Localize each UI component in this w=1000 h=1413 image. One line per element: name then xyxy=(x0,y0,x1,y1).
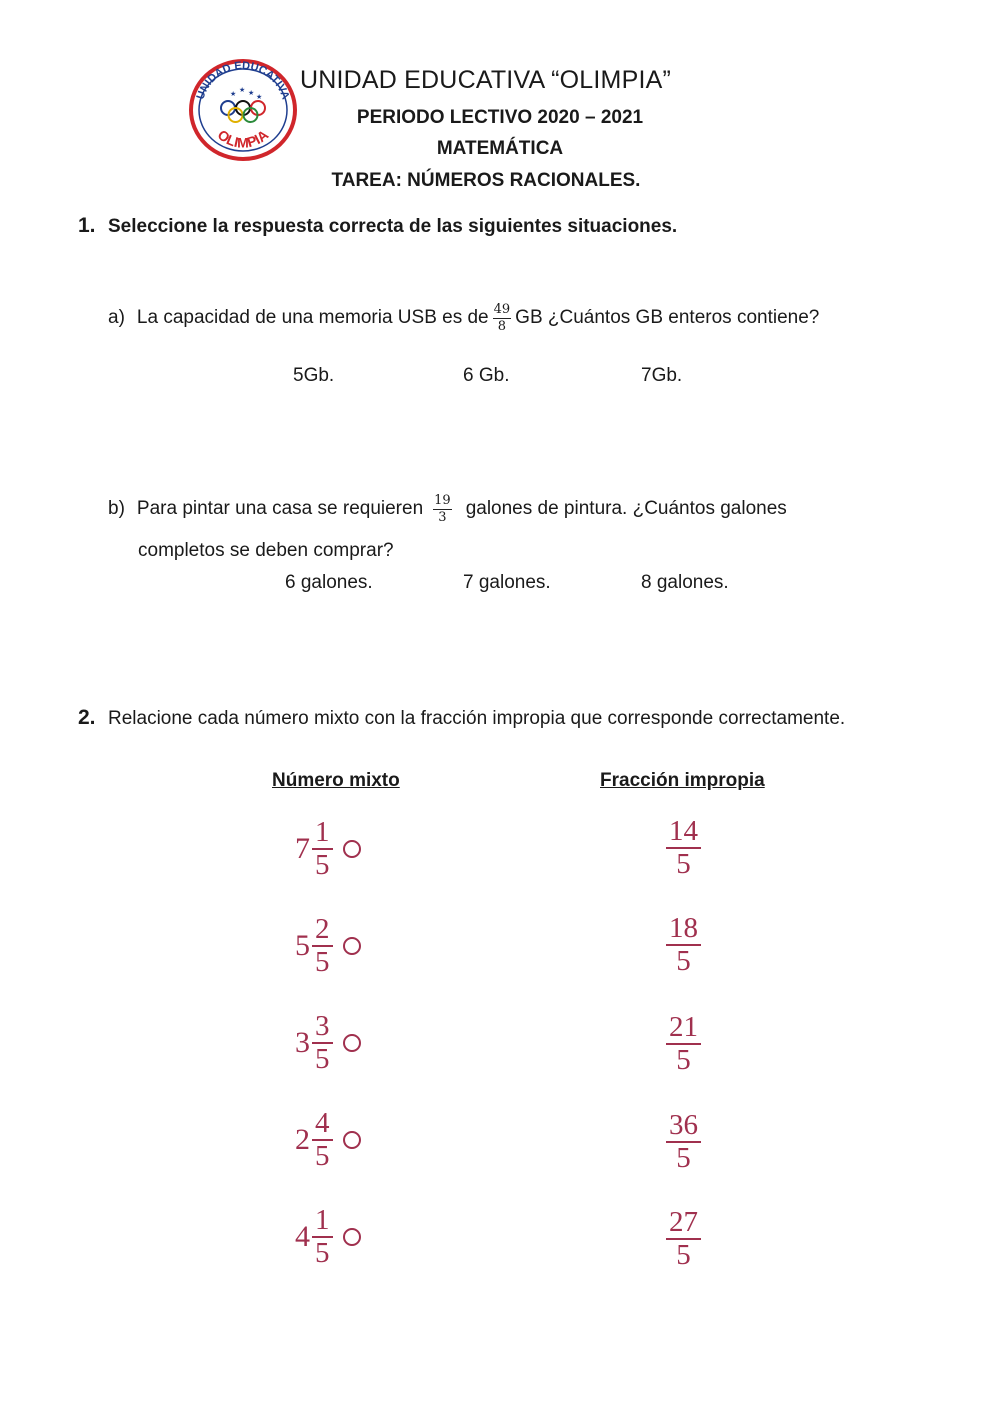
paint-fraction-numerator: 19 xyxy=(434,493,451,508)
logo-bottom-text: OLIMPIA xyxy=(214,126,272,151)
question-1b-line2: completos se deben comprar? xyxy=(138,540,394,561)
column-header-improper: Fracción impropia xyxy=(600,770,765,791)
improper-fraction-2[interactable] xyxy=(666,914,701,976)
option-1a-2[interactable]: 6 Gb. xyxy=(463,365,510,386)
match-radio-4[interactable] xyxy=(343,1131,361,1149)
improper-denominator: 5 xyxy=(676,1142,691,1174)
mixed-number-2 xyxy=(295,915,361,977)
subject-label: MATEMÁTICA xyxy=(436,138,564,159)
paint-fraction-denominator: 3 xyxy=(438,509,447,525)
mixed-number-4 xyxy=(295,1109,361,1171)
option-1a-1[interactable]: 5Gb. xyxy=(293,365,335,386)
match-radio-2[interactable] xyxy=(343,937,361,955)
usb-fraction-denominator: 8 xyxy=(497,318,507,334)
improper-numerator: 21 xyxy=(666,1013,701,1045)
improper-numerator: 27 xyxy=(666,1208,701,1240)
mixed-numerator: 4 xyxy=(312,1109,333,1141)
improper-numerator: 18 xyxy=(666,914,701,946)
option-1b-3[interactable]: 8 galones. xyxy=(641,572,729,593)
mixed-number-1 xyxy=(295,818,361,880)
match-radio-1[interactable] xyxy=(343,840,361,858)
question-1b xyxy=(108,494,787,524)
mixed-number-3 xyxy=(295,1012,361,1074)
mixed-whole: 3 xyxy=(295,1026,310,1059)
mixed-numerator: 2 xyxy=(312,915,333,947)
question-1b-text-after: galones de pintura. ¿Cuántos galones xyxy=(465,498,787,520)
svg-text:★: ★ xyxy=(248,89,255,97)
column-header-mixed: Número mixto xyxy=(272,770,400,791)
school-title: UNIDAD EDUCATIVA “OLIMPIA” xyxy=(300,66,671,94)
question-1a-text: La capacidad de una memoria USB es de xyxy=(136,307,489,329)
svg-text:★: ★ xyxy=(256,93,263,101)
mixed-denominator: 5 xyxy=(315,1237,330,1269)
question-1a xyxy=(108,303,819,333)
paint-fraction xyxy=(433,494,452,524)
question-1b-text: Para pintar una casa se requieren xyxy=(136,498,424,520)
mixed-whole: 4 xyxy=(295,1220,310,1253)
match-radio-3[interactable] xyxy=(343,1034,361,1052)
school-logo xyxy=(188,58,298,162)
improper-denominator: 5 xyxy=(676,945,691,977)
usb-fraction-numerator: 49 xyxy=(493,302,511,317)
improper-fraction-3[interactable] xyxy=(666,1013,701,1075)
improper-denominator: 5 xyxy=(676,848,691,880)
improper-fraction-4[interactable] xyxy=(666,1111,701,1173)
option-1b-2[interactable]: 7 galones. xyxy=(463,572,551,593)
mixed-numerator: 1 xyxy=(312,1206,333,1238)
mixed-denominator: 5 xyxy=(315,849,330,881)
mixed-whole: 5 xyxy=(295,929,310,962)
mixed-whole: 7 xyxy=(295,832,310,865)
mixed-number-5 xyxy=(295,1206,361,1268)
question-1-instruction: Seleccione la respuesta correcta de las siguientes situaciones. xyxy=(108,216,678,237)
improper-numerator: 36 xyxy=(666,1111,701,1143)
mixed-denominator: 5 xyxy=(315,946,330,978)
question-1b-label: b) xyxy=(108,498,125,520)
usb-fraction xyxy=(493,303,512,333)
option-1b-1[interactable]: 6 galones. xyxy=(285,572,373,593)
svg-text:★: ★ xyxy=(239,86,246,94)
improper-denominator: 5 xyxy=(676,1239,691,1271)
improper-denominator: 5 xyxy=(676,1044,691,1076)
improper-fraction-5[interactable] xyxy=(666,1208,701,1270)
improper-fraction-1[interactable] xyxy=(666,817,701,879)
question-1-number: 1. xyxy=(78,214,96,237)
question-2-instruction: Relacione cada número mixto con la fracción impropia que corresponde correctamente. xyxy=(108,708,846,729)
mixed-denominator: 5 xyxy=(315,1043,330,1075)
svg-text:★: ★ xyxy=(230,90,237,98)
match-radio-5[interactable] xyxy=(343,1228,361,1246)
question-2-number: 2. xyxy=(78,706,96,729)
question-1a-label: a) xyxy=(108,307,125,329)
improper-numerator: 14 xyxy=(666,817,701,849)
mixed-numerator: 1 xyxy=(312,818,333,850)
logo-top-text: UNIDAD EDUCATIVA xyxy=(194,59,292,102)
task-label: TAREA: NÚMEROS RACIONALES. xyxy=(331,170,641,191)
option-1a-3[interactable]: 7Gb. xyxy=(641,365,683,386)
mixed-numerator: 3 xyxy=(312,1012,333,1044)
mixed-denominator: 5 xyxy=(315,1140,330,1172)
period-label: PERIODO LECTIVO 2020 – 2021 xyxy=(356,107,644,128)
mixed-whole: 2 xyxy=(295,1123,310,1156)
question-1a-text-after: GB ¿Cuántos GB enteros contiene? xyxy=(515,307,820,329)
